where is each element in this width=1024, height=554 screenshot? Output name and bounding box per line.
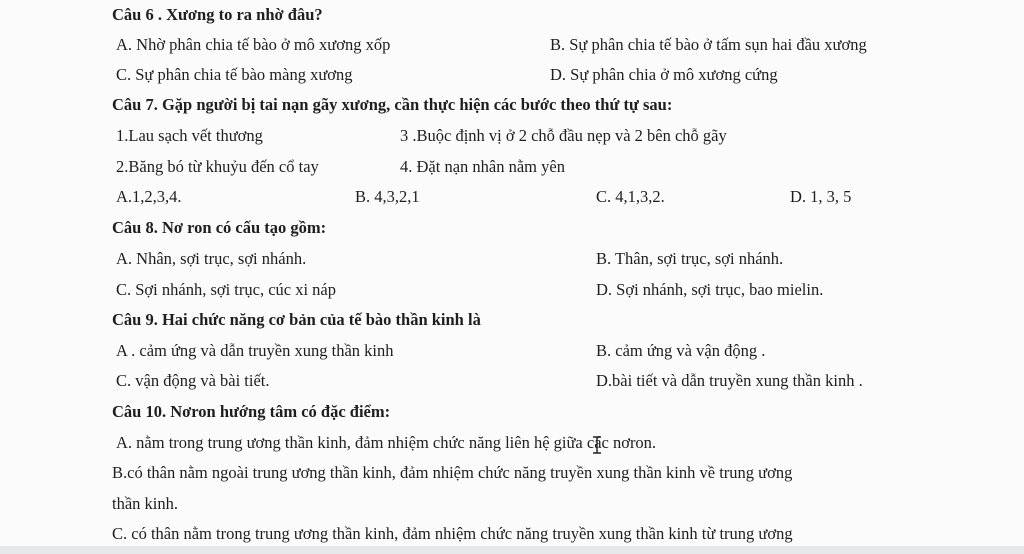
q8-option-a: A. Nhân, sợi trục, sợi nhánh. (116, 249, 307, 268)
q9-option-b: B. cảm ứng và vận động . (596, 341, 766, 360)
q9-option-d: D.bài tiết và dẫn truyền xung thần kinh . (596, 371, 863, 390)
q10-option-b-line-2: thần kinh. (112, 494, 178, 513)
q7-option-c: C. 4,1,3,2. (596, 187, 665, 206)
q6-option-d: D. Sự phân chia ở mô xương cứng (550, 65, 778, 84)
q7-step-2: 2.Băng bó từ khuỷu đến cổ tay (116, 157, 319, 176)
q10-option-b-line-1: B.có thân nằm ngoài trung ương thần kinh, đảm nhiệm chức năng truyền xung thần kinh về trung ương (112, 463, 793, 482)
question-10: Câu 10. Nơron hướng tâm có đặc điểm: (112, 402, 391, 421)
question-8: Câu 8. Nơ ron có cấu tạo gồm: (112, 218, 327, 237)
q7-step-3: 3 .Buộc định vị ở 2 chỗ đầu nẹp và 2 bên chỗ gãy (400, 126, 727, 145)
q7-step-4: 4. Đặt nạn nhân nằm yên (400, 157, 565, 176)
q6-option-b: B. Sự phân chia tế bào ở tấm sụn hai đầu xương (550, 35, 867, 54)
q7-step-1: 1.Lau sạch vết thương (116, 126, 263, 145)
q9-option-c: C. vận động và bài tiết. (116, 371, 270, 390)
q7-option-d: D. 1, 3, 5 (790, 187, 852, 206)
q10-option-a: A. nằm trong trung ương thần kinh, đảm nhiệm chức năng liên hệ giữa các nơron. (116, 433, 657, 452)
q7-option-b: B. 4,3,2,1 (355, 187, 420, 206)
q10-option-c: C. có thân nằm trong trung ương thần kinh, đảm nhiệm chức năng truyền xung thần kinh từ trung ương (112, 524, 793, 543)
q7-option-a: A.1,2,3,4. (116, 187, 182, 206)
q8-option-b: B. Thân, sợi trục, sợi nhánh. (596, 249, 784, 268)
q9-option-a: A . cảm ứng và dẫn truyền xung thần kinh (116, 341, 394, 360)
q6-option-c: C. Sự phân chia tế bào màng xương (116, 65, 353, 84)
bottom-strip (0, 546, 1024, 554)
text-cursor-icon (592, 436, 602, 454)
q8-option-c: C. Sợi nhánh, sợi trục, cúc xi náp (116, 280, 337, 299)
q8-option-d: D. Sợi nhánh, sợi trục, bao mielin. (596, 280, 824, 299)
q6-option-a: A. Nhờ phân chia tế bào ở mô xương xốp (116, 35, 391, 54)
question-9: Câu 9. Hai chức năng cơ bản của tế bào thần kinh là (112, 310, 481, 329)
question-7: Câu 7. Gặp người bị tai nạn gãy xương, cần thực hiện các bước theo thứ tự sau: (112, 95, 673, 114)
question-6: Câu 6 . Xương to ra nhờ đâu? (112, 5, 323, 24)
